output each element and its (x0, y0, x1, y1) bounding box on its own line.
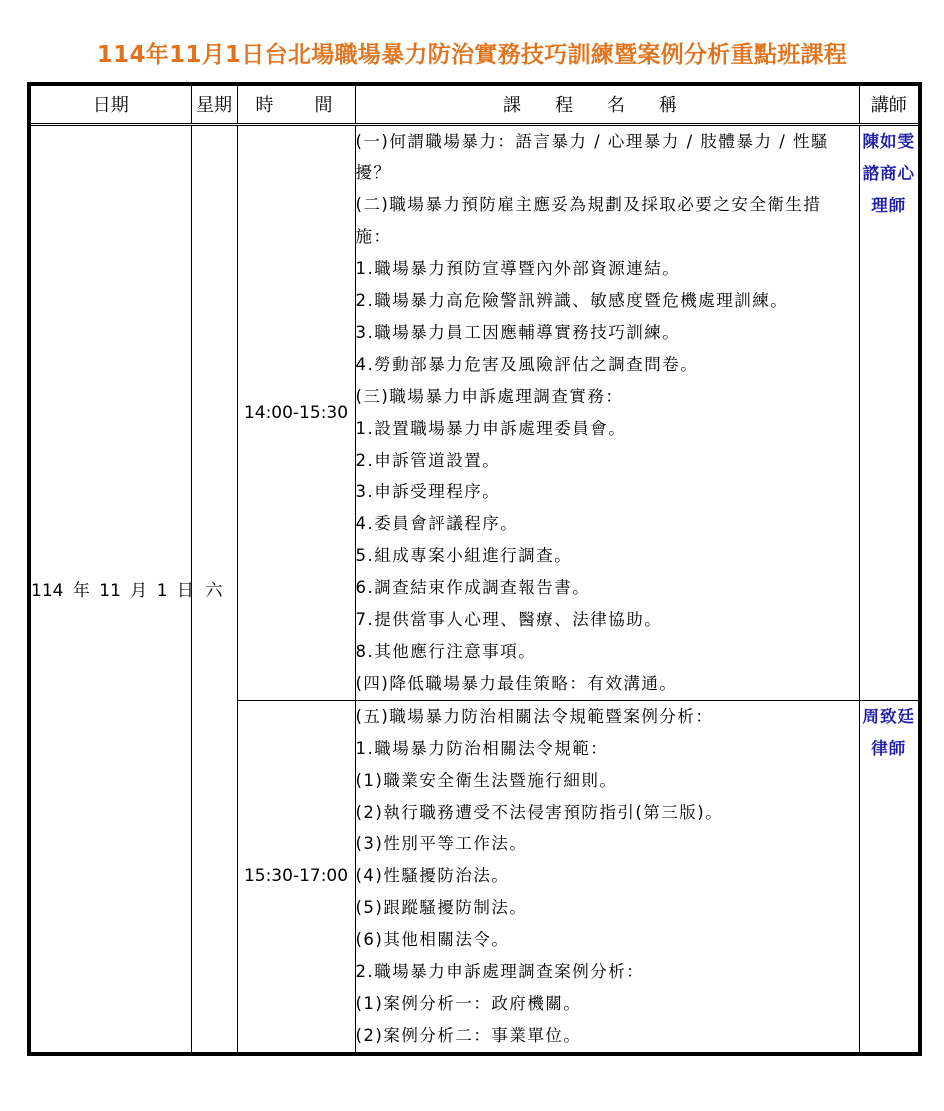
course-line: 3.申訴受理程序。 (355, 482, 501, 502)
course-cell-session-1 (355, 124, 859, 700)
course-line: 1.設置職場暴力申訴處理委員會。 (355, 418, 627, 438)
table-header-row (29, 84, 920, 124)
date-cell: 114 年 11 月 1 日 (29, 124, 191, 1054)
course-cell-session-2 (355, 700, 859, 1053)
course-line: (6)其他相關法令。 (355, 930, 510, 950)
course-line: 3.職場暴力員工因應輔導實務技巧訓練。 (355, 322, 681, 342)
course-schedule-table (27, 82, 922, 1056)
course-line: (五)職場暴力防治相關法令規範暨案例分析： (355, 706, 714, 726)
header-course: 課程名稱 (355, 84, 859, 124)
header-lecturer: 講師 (859, 84, 920, 124)
course-line: 2.職場暴力高危險警訊辨識、敏感度暨危機處理訓練。 (355, 291, 789, 311)
course-line: (二)職場暴力預防雇主應妥為規劃及採取必要之安全衛生措 (355, 195, 822, 215)
course-line: 4.委員會評議程序。 (355, 514, 519, 534)
header-time-left: 時 (255, 95, 274, 117)
course-line: 1.職場暴力防治相關法令規範： (355, 738, 609, 758)
lecturer-line: 周致廷 (862, 706, 915, 726)
course-line: 2.申訴管道設置。 (355, 450, 501, 470)
course-line: 2.職場暴力申訴處理調查案例分析： (355, 962, 645, 982)
lecturer-cell-session-1 (859, 124, 920, 700)
header-time-right: 間 (314, 95, 333, 117)
lecturer-line: 理師 (871, 195, 907, 215)
course-line: 擾？ (355, 163, 392, 183)
day-cell: 六 (191, 124, 237, 1054)
course-line: 1.職場暴力預防宣導暨內外部資源連結。 (355, 259, 681, 279)
header-day: 星期 (191, 84, 237, 124)
course-line: (2)執行職務遭受不法侵害預防指引(第三版)。 (355, 802, 724, 822)
course-line: (2)案例分析二：事業單位。 (355, 1025, 582, 1045)
lecturer-line: 律師 (871, 738, 907, 758)
course-line: 7.提供當事人心理、醫療、法律協助。 (355, 610, 663, 630)
lecturer-cell-session-2 (859, 700, 920, 1053)
lecturer-line: 陳如雯 (862, 131, 915, 151)
time-cell-session-2: 15:30-17:00 (237, 700, 355, 1053)
header-time (237, 84, 355, 124)
course-line: 6.調查結束作成調查報告書。 (355, 578, 591, 598)
page-title: 114年11月1日台北場職場暴力防治實務技巧訓練暨案例分析重點班課程 (96, 42, 848, 68)
course-line: 8.其他應行注意事項。 (355, 642, 537, 661)
course-line: 4.勞動部暴力危害及風險評估之調查問卷。 (355, 354, 699, 374)
course-line: (1)職業安全衛生法暨施行細則。 (355, 770, 618, 790)
course-line: (5)跟蹤騷擾防制法。 (355, 898, 528, 918)
course-line: (3)性別平等工作法。 (355, 834, 528, 854)
course-line: (三)職場暴力申訴處理調查實務： (355, 386, 624, 406)
time-cell-session-1: 14:00-15:30 (237, 124, 355, 700)
course-line: (一)何謂職場暴力：語言暴力 / 心理暴力 / 肢體暴力 / 性騷 (355, 131, 830, 151)
course-line: 5.組成專案小組進行調查。 (355, 546, 573, 566)
course-line: 施： (355, 227, 392, 247)
course-line: (4)性騷擾防治法。 (355, 866, 510, 886)
course-line: (1)案例分析一：政府機關。 (355, 993, 582, 1013)
lecturer-line: 諮商心 (862, 163, 915, 183)
session-row-1 (29, 124, 920, 700)
course-line: (四)降低職場暴力最佳策略：有效溝通。 (355, 673, 678, 693)
header-date: 日期 (29, 84, 191, 124)
